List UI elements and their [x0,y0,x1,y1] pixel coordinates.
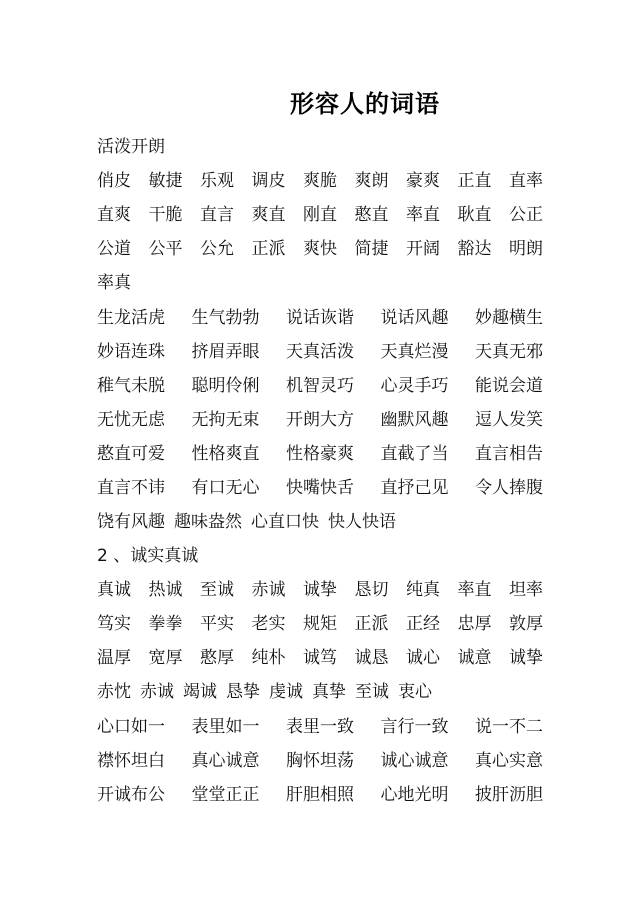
word: 性格豪爽 [286,444,354,464]
word: 忠厚 [457,614,492,634]
word: 耿直 [457,205,492,225]
word: 豁达 [457,239,492,259]
word: 稚气未脱 [97,376,165,396]
word: 赤诚 [140,682,174,702]
word: 虔诚 [269,682,303,702]
word: 恳挚 [226,682,260,702]
word: 纯真 [406,580,440,600]
word: 心口如一 [97,717,165,737]
word: 挤眉弄眼 [191,342,260,362]
word: 规矩 [303,614,337,634]
word: 言行一致 [380,717,449,737]
word: 公正 [509,205,543,225]
word-row [97,335,543,369]
word: 憨直 [354,205,389,225]
word: 说话风趣 [380,308,449,328]
word: 率直 [457,580,492,600]
word: 诚心 [406,648,440,668]
word: 拳拳 [148,614,183,634]
section-heading: 2 、诚实真诚 [97,546,199,566]
word: 肝胆相照 [286,785,354,805]
word: 正派 [251,239,286,259]
word: 心地光明 [380,785,449,805]
word: 开诚布公 [97,785,165,805]
word: 直言相告 [475,444,543,464]
word: 表里如一 [191,717,260,737]
word: 说话诙谐 [286,308,354,328]
word: 心直口快 [251,512,319,532]
word: 诚意 [457,648,492,668]
word-row [97,710,543,744]
word: 俏皮 [97,171,131,191]
word-row [97,164,543,198]
word: 无拘无束 [191,410,260,430]
word: 表里一致 [286,717,354,737]
word-row [97,607,543,641]
word: 憨厚 [200,648,234,668]
word: 真诚 [97,580,131,600]
word: 天真活泼 [286,342,354,362]
word-row [97,301,543,335]
word: 平实 [200,614,234,634]
word-row [97,641,543,675]
word: 趣味盎然 [174,512,242,532]
word: 爽脆 [303,171,337,191]
word: 幽默风趣 [380,410,449,430]
word: 正派 [354,614,389,634]
word: 无忧无虑 [97,410,165,430]
word-row [97,369,543,403]
word: 披肝沥胆 [475,785,543,805]
word: 赤忱 [97,682,131,702]
word: 诚笃 [303,648,337,668]
word: 直爽 [97,205,131,225]
word: 机智灵巧 [286,376,354,396]
word: 天真无邪 [475,342,543,362]
word-row [97,471,543,505]
word: 竭诚 [183,682,217,702]
word: 赤诚 [251,580,286,600]
word: 爽直 [251,205,286,225]
word: 正经 [406,614,440,634]
word: 宽厚 [148,648,183,668]
word: 豪爽 [406,171,440,191]
word: 胸怀坦荡 [286,751,354,771]
word: 公道 [97,239,131,259]
word: 干脆 [148,205,183,225]
word: 说一不二 [475,717,543,737]
word-row [97,198,543,232]
word: 率直 [406,205,440,225]
word: 聪明伶俐 [191,376,260,396]
word: 调皮 [251,171,286,191]
word: 生龙活虎 [97,308,165,328]
word: 明朗 [509,239,543,259]
word-row [97,675,543,709]
word: 直率 [509,171,543,191]
word: 能说会道 [475,376,543,396]
word: 衷心 [398,682,432,702]
word: 直抒己见 [380,478,449,498]
word: 爽朗 [354,171,389,191]
word: 至诚 [200,580,234,600]
word: 真心诚意 [191,751,260,771]
word: 坦率 [509,580,543,600]
word: 妙语连珠 [97,342,165,362]
word: 性格爽直 [191,444,260,464]
word: 老实 [251,614,286,634]
word: 襟怀坦白 [97,751,165,771]
word: 妙趣横生 [475,308,543,328]
word: 饶有风趣 [97,512,165,532]
word-row [97,744,543,778]
word: 开朗大方 [286,410,354,430]
word-row [97,437,543,471]
word: 真挚 [312,682,346,702]
word: 纯朴 [251,648,286,668]
word: 有口无心 [191,478,260,498]
word-list [97,130,557,812]
word: 真心实意 [475,751,543,771]
word: 爽快 [303,239,337,259]
section-heading: 活泼开朗 [97,137,165,157]
word-row [97,232,543,266]
word: 直截了当 [380,444,449,464]
word: 公允 [200,239,234,259]
word: 快嘴快舌 [286,478,354,498]
word: 温厚 [97,648,131,668]
word: 敏捷 [148,171,183,191]
word: 率真 [97,273,131,293]
word: 至诚 [355,682,389,702]
word-row [97,778,543,812]
word: 笃实 [97,614,131,634]
word-row [97,266,543,300]
word: 简捷 [354,239,389,259]
word: 诚心诚意 [380,751,449,771]
word: 诚挚 [509,648,543,668]
word-row [97,403,543,437]
word: 正直 [457,171,492,191]
word: 天真烂漫 [380,342,449,362]
word: 堂堂正正 [191,785,260,805]
word: 乐观 [200,171,234,191]
word: 刚直 [303,205,337,225]
word: 快人快语 [328,512,396,532]
word: 生气勃勃 [191,308,260,328]
word: 直言不讳 [97,478,165,498]
word: 逗人发笑 [475,410,543,430]
page-title: 形容人的词语 [290,90,440,118]
word: 敦厚 [509,614,543,634]
word-row [97,573,543,607]
word: 令人捧腹 [475,478,543,498]
word: 诚挚 [303,580,337,600]
word: 开阔 [406,239,440,259]
word: 憨直可爱 [97,444,165,464]
word: 公平 [148,239,183,259]
word-row [97,505,543,539]
word: 热诚 [148,580,183,600]
word: 心灵手巧 [380,376,449,396]
word: 恳切 [354,580,389,600]
word: 诚恳 [354,648,389,668]
word: 直言 [200,205,234,225]
